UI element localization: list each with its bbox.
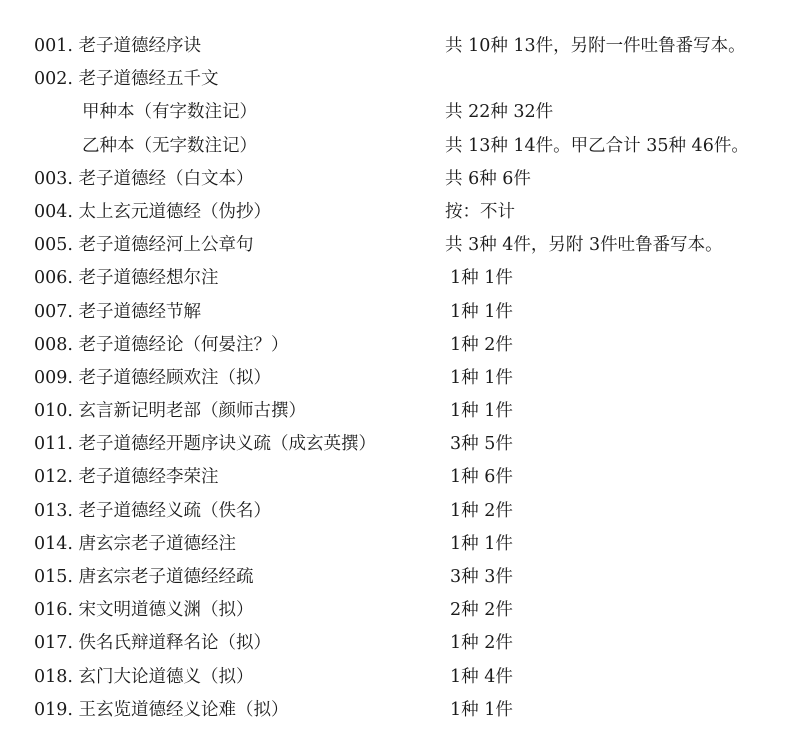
catalog-entry — [34, 461, 800, 494]
entry-title: 001. 老子道德经序诀 — [34, 36, 202, 56]
entry-count: 3种 3件 — [450, 567, 513, 587]
entry-title: 012. 老子道德经李荣注 — [34, 467, 219, 488]
catalog-subentry — [34, 130, 800, 163]
entry-title: 甲种本（有字数注记） — [82, 102, 257, 123]
entry-count: 1种 1件 — [450, 533, 513, 554]
entry-count: 2种 2件 — [450, 600, 513, 621]
entry-title: 013. 老子道德经义疏（佚名） — [34, 500, 272, 521]
catalog-entry — [34, 296, 800, 329]
entry-count: 1种 1件 — [450, 268, 513, 289]
entry-count: 共 6种 6件 — [445, 168, 531, 189]
catalog-entry — [34, 661, 800, 694]
catalog-entry — [34, 594, 800, 627]
entry-title: 015. 唐玄宗老子道德经经疏 — [34, 567, 254, 587]
catalog-entry — [34, 495, 800, 528]
entry-title: 016. 宋文明道德义渊（拟） — [34, 600, 254, 621]
catalog-list — [34, 30, 800, 727]
entry-count: 1种 4件 — [450, 666, 513, 687]
entry-count: 1种 1件 — [450, 367, 513, 388]
catalog-entry — [34, 196, 800, 229]
catalog-entry — [34, 362, 800, 395]
entry-count: 1种 2件 — [450, 334, 513, 355]
catalog-entry — [34, 262, 800, 295]
catalog-subentry — [34, 96, 800, 129]
entry-title: 018. 玄门大论道德义（拟） — [34, 666, 254, 687]
entry-count: 1种 2件 — [450, 633, 513, 654]
entry-count: 共 10种 13件，另附一件吐鲁番写本。 — [445, 36, 746, 56]
entry-count: 3种 5件 — [450, 434, 513, 455]
entry-title: 005. 老子道德经河上公章句 — [34, 235, 254, 256]
entry-count: 1种 1件 — [450, 401, 513, 422]
entry-count: 1种 2件 — [450, 500, 513, 521]
catalog-entry — [34, 163, 800, 196]
entry-title: 003. 老子道德经（白文本） — [34, 168, 254, 189]
entry-title: 014. 唐玄宗老子道德经注 — [34, 533, 237, 554]
entry-title: 004. 太上玄元道德经（伪抄） — [34, 201, 272, 222]
entry-count: 1种 1件 — [450, 301, 513, 322]
catalog-entry — [34, 694, 800, 727]
entry-title: 011. 老子道德经开题序诀义疏（成玄英撰） — [34, 434, 377, 455]
entry-title: 017. 佚名氏辩道释名论（拟） — [34, 633, 272, 654]
catalog-entry — [34, 528, 800, 561]
catalog-entry — [34, 30, 800, 63]
entry-title: 008. 老子道德经论（何晏注？） — [34, 334, 289, 355]
entry-title: 009. 老子道德经顾欢注（拟） — [34, 367, 272, 388]
entry-count: 共 3种 4件，另附 3件吐鲁番写本。 — [445, 235, 723, 256]
entry-count: 1种 6件 — [450, 467, 513, 488]
entry-title: 乙种本（无字数注记） — [82, 135, 257, 156]
entry-title: 006. 老子道德经想尔注 — [34, 268, 219, 289]
catalog-entry — [34, 63, 800, 96]
catalog-entry — [34, 627, 800, 660]
catalog-entry — [34, 329, 800, 362]
entry-count: 按：不计 — [445, 201, 515, 222]
catalog-entry — [34, 561, 800, 594]
catalog-entry — [34, 428, 800, 461]
entry-title: 019. 王玄览道德经义论难（拟） — [34, 699, 289, 720]
entry-title: 010. 玄言新记明老部（颜师古撰） — [34, 401, 307, 422]
catalog-entry — [34, 395, 800, 428]
entry-count: 共 22种 32件 — [445, 102, 554, 123]
entry-count: 1种 1件 — [450, 699, 513, 720]
catalog-entry — [34, 229, 800, 262]
entry-count: 共 13种 14件。甲乙合计 35种 46件。 — [445, 135, 749, 156]
entry-title: 007. 老子道德经节解 — [34, 301, 202, 322]
entry-title: 002. 老子道德经五千文 — [34, 69, 219, 90]
